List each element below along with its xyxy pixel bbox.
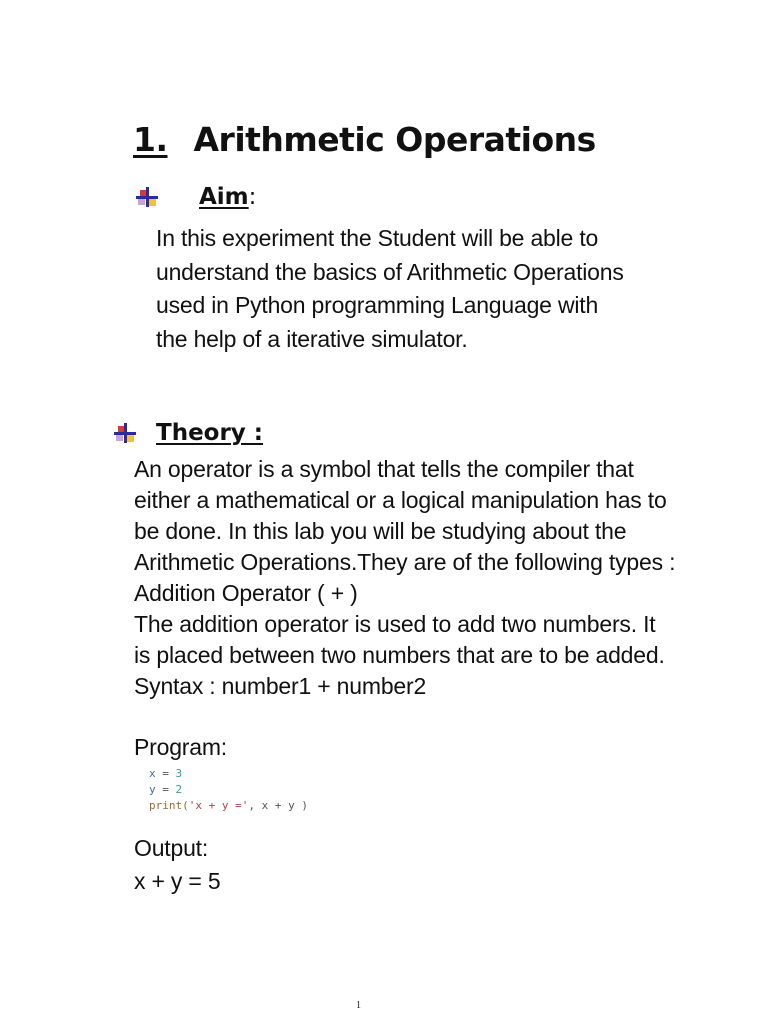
aim-line: In this experiment the Student will be able to xyxy=(156,225,599,251)
aim-line: used in Python programming Language with xyxy=(156,292,599,318)
program-label: Program: xyxy=(134,734,227,760)
theory-line: be done. In this lab you will be studying about the xyxy=(134,518,627,544)
code-token: print( xyxy=(149,799,189,812)
aim-colon: : xyxy=(248,184,257,210)
code-token: = xyxy=(155,767,176,780)
theory-heading xyxy=(156,420,263,446)
aim-heading xyxy=(199,184,256,210)
aim-line: the help of a iterative simulator. xyxy=(156,325,468,352)
theory-line: Syntax : number1 + number2 xyxy=(134,673,427,699)
theory-line: Addition Operator ( + ) xyxy=(134,580,358,606)
code-token: , x + y ) xyxy=(248,799,308,812)
theory-line: is placed between two numbers that are to be added. xyxy=(134,642,665,668)
page-number: 1 xyxy=(356,1000,361,1011)
theory-line: either a mathematical or a logical manipulation has to xyxy=(134,487,667,513)
theory-label: Theory : xyxy=(156,420,264,446)
code-token: 'x + y =' xyxy=(188,799,249,812)
code-token: 2 xyxy=(175,783,183,796)
theory-paragraph xyxy=(134,454,675,702)
bullet-icon xyxy=(114,422,136,444)
code-token: = xyxy=(155,783,176,796)
theory-line: Arithmetic Operations.They are of the following types : xyxy=(134,549,676,575)
theory-line: The addition operator is used to add two numbers. It xyxy=(134,611,656,637)
theory-line: An operator is a symbol that tells the compiler that xyxy=(134,456,634,482)
code-snippet xyxy=(149,766,308,814)
output-value: x + y = 5 xyxy=(134,868,221,894)
aim-paragraph xyxy=(156,222,624,356)
section-number: 1. xyxy=(133,120,168,159)
aim-line: understand the basics of Arithmetic Operations xyxy=(156,258,624,285)
code-token: x xyxy=(149,767,156,780)
aim-label: Aim xyxy=(199,184,249,210)
code-token: 3 xyxy=(175,767,183,780)
code-token: y xyxy=(149,783,156,796)
bullet-icon xyxy=(136,186,158,208)
section-heading xyxy=(133,120,596,159)
output-label: Output: xyxy=(134,835,209,861)
section-title: Arithmetic Operations xyxy=(193,120,596,159)
